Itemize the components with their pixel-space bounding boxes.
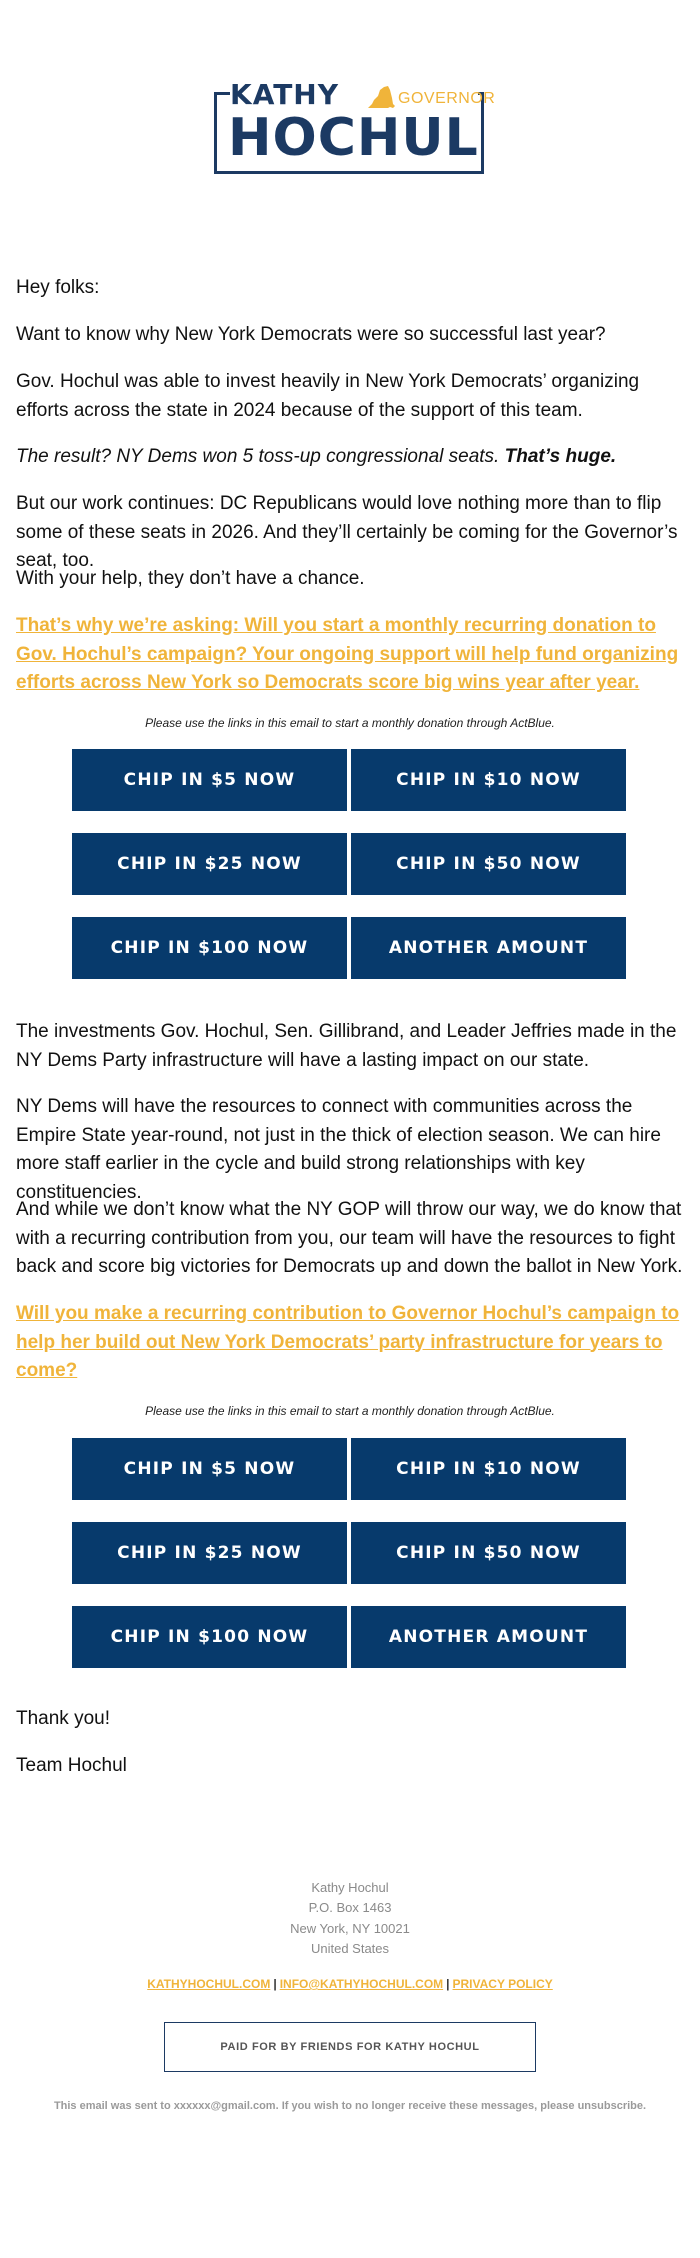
logo-frame-corner-left	[214, 92, 230, 95]
cta-link-monthly-donation[interactable]: That’s why we’re asking: Will you start a monthly recurring donation to Gov. Hochul’s campaign? Your ongoing support will help fund organizing efforts across New York so Democrats score big wins year after year.	[16, 615, 679, 693]
chip-in-25-button[interactable]: CHIP IN $25 NOW	[72, 1522, 347, 1584]
chip-in-50-button[interactable]: CHIP IN $50 NOW	[351, 1522, 626, 1584]
campaign-logo[interactable]	[210, 78, 496, 176]
chip-in-100-button[interactable]: CHIP IN $100 NOW	[72, 1606, 347, 1668]
actblue-note-2: Please use the links in this email to start a monthly donation through ActBlue.	[145, 1404, 555, 1418]
footer-link-separator: |	[446, 1977, 450, 1991]
paid-for-disclaimer: PAID FOR BY FRIENDS FOR KATHY HOCHUL	[164, 2022, 536, 2072]
chip-in-25-button[interactable]: CHIP IN $25 NOW	[72, 833, 347, 895]
footer-link-separator: |	[273, 1977, 277, 1991]
paragraph-2: Gov. Hochul was able to invest heavily in New York Democrats’ organizing efforts across the state in 2024 because of the support of this team.	[16, 371, 640, 421]
logo-office: GOVERNOR	[398, 90, 496, 107]
footer-po-box: P.O. Box 1463	[308, 1900, 392, 1915]
paragraph-8: And while we don’t know what the NY GOP will throw our way, we do know that with a recurring contribution from you, our team will have the resources to fight back and score big victories for Democrats up and down the ballot in New York.	[16, 1199, 683, 1277]
paragraph-4: But our work continues: DC Republicans would love nothing more than to flip some of these seats in 2026. And they’ll certainly be coming for the Governor’s seat, too.	[16, 493, 678, 571]
chip-in-100-button[interactable]: CHIP IN $100 NOW	[72, 917, 347, 979]
footer-link-email[interactable]: INFO@KATHYHOCHUL.COM	[279, 1977, 444, 1991]
cta-paragraph-2	[16, 1300, 684, 1386]
paragraph-3-italic: The result? NY Dems won 5 toss-up congressional seats.	[16, 446, 505, 467]
chip-in-5-button[interactable]: CHIP IN $5 NOW	[72, 749, 347, 811]
paragraph-3	[16, 443, 684, 472]
footer-link-site[interactable]: KATHYHOCHUL.COM	[147, 1977, 271, 1991]
another-amount-button[interactable]: ANOTHER AMOUNT	[351, 917, 626, 979]
footer-country: United States	[310, 1941, 390, 1956]
chip-in-50-button[interactable]: CHIP IN $50 NOW	[351, 833, 626, 895]
another-amount-button[interactable]: ANOTHER AMOUNT	[351, 1606, 626, 1668]
new-york-state-icon	[362, 84, 396, 110]
paragraph-7: NY Dems will have the resources to connect with communities across the Empire State year-round, not just in the thick of election season. We can hire more staff earlier in the cycle and build strong relationships with key constituencies.	[16, 1096, 661, 1203]
chip-in-5-button[interactable]: CHIP IN $5 NOW	[72, 1438, 347, 1500]
greeting: Hey folks:	[16, 277, 100, 298]
chip-in-10-button[interactable]: CHIP IN $10 NOW	[351, 1438, 626, 1500]
cta-link-recurring-contribution[interactable]: Will you make a recurring contribution to Governor Hochul’s campaign to help her build out New York Democrats’ party infrastructure for years to come?	[16, 1303, 680, 1381]
logo-first-name: KATHY	[230, 78, 340, 111]
logo-last-name: HOCHUL	[228, 108, 479, 168]
unsubscribe-notice[interactable]: This email was sent to xxxxxx@gmail.com. If you wish to no longer receive these messages, please unsubscribe.	[53, 2100, 647, 2112]
footer-org: Kathy Hochul	[311, 1880, 389, 1895]
footer-link-privacy[interactable]: PRIVACY POLICY	[452, 1977, 553, 1991]
signature: Team Hochul	[16, 1755, 127, 1776]
paragraph-6: The investments Gov. Hochul, Sen. Gillibrand, and Leader Jeffries made in the NY Dems Party infrastructure will have a lasting impact on our state.	[16, 1021, 677, 1071]
header-logo-area	[0, 0, 700, 270]
paragraph-5: With your help, they don’t have a chance.	[16, 568, 365, 589]
paragraph-3-bold: That’s huge.	[504, 446, 617, 467]
chip-in-10-button[interactable]: CHIP IN $10 NOW	[351, 749, 626, 811]
thanks: Thank you!	[16, 1708, 110, 1729]
cta-paragraph-1	[16, 612, 684, 698]
footer-links	[0, 1977, 700, 1991]
paragraph-1: Want to know why New York Democrats were so successful last year?	[16, 324, 606, 345]
footer-city: New York, NY 10021	[290, 1921, 410, 1936]
actblue-note-1: Please use the links in this email to start a monthly donation through ActBlue.	[145, 716, 555, 730]
